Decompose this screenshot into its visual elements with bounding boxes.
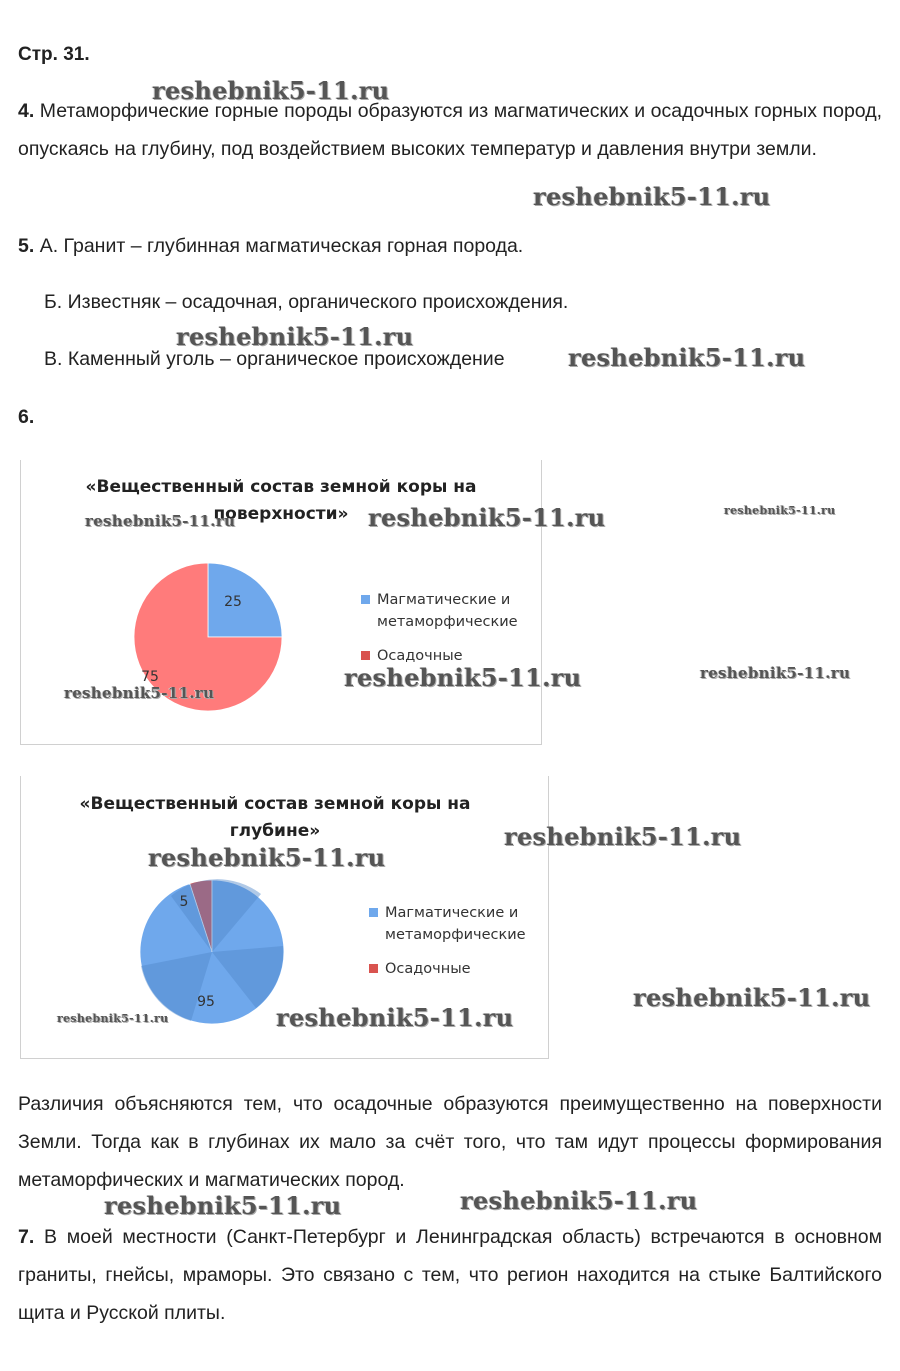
legend-swatch-magmatic [361, 595, 370, 604]
legend-sedimentary-line1: Осадочные [377, 648, 463, 664]
item-5-line-c: В. Каменный уголь – органическое происхождение [44, 348, 505, 370]
chart-surface-label-magmatic: 25 [224, 594, 242, 610]
chart-surface-title-line2: поверхности» [213, 504, 349, 524]
page-header: Стр. 31. [18, 44, 90, 65]
item-5-line-b: Б. Известняк – осадочная, органического происхождения. [44, 291, 569, 313]
pie-slice-magmatic [208, 563, 282, 637]
differences-paragraph: Различия объясняются тем, что осадочные образуются преимущественно на поверхности Земли. Тогда как в глубинах их мало за счёт того, что там идут процессы формирования метаморфических и магматических пород. [18, 1093, 882, 1191]
watermark: reshebnik5-11.ru [368, 503, 606, 532]
item-6-number: 6. [18, 406, 35, 428]
chart-surface-legend-magmatic [361, 589, 518, 633]
watermark: reshebnik5-11.ru [64, 684, 215, 702]
watermark: reshebnik5-11.ru [568, 343, 806, 372]
item-5-line-a [18, 234, 523, 258]
item-5-number: 5. [18, 235, 35, 257]
watermark: reshebnik5-11.ru [276, 1003, 514, 1032]
item-4 [18, 92, 882, 168]
chart-depth-label-magmatic: 95 [197, 994, 215, 1010]
watermark: reshebnik5-11.ru [504, 822, 742, 851]
item-7-number: 7. [18, 1226, 35, 1248]
chart-depth-legend-magmatic [369, 902, 526, 946]
item-7-text: В моей местности (Санкт-Петербург и Ленинградская область) встречаются в основном граниты, гнейсы, мраморы. Это связано с тем, что регион находится на стыке Балтийского щита и Русской плиты. [18, 1226, 883, 1324]
watermark: reshebnik5-11.ru [104, 1191, 342, 1220]
watermark: reshebnik5-11.ru [460, 1186, 698, 1215]
legend-magmatic-line1: Магматические и [385, 905, 519, 921]
item-7 [18, 1218, 882, 1332]
legend-swatch-sedimentary [361, 651, 370, 660]
chart-surface-label-sedimentary: 75 [141, 669, 159, 685]
watermark: reshebnik5-11.ru [176, 322, 414, 351]
watermark: reshebnik5-11.ru [152, 76, 390, 105]
watermark: reshebnik5-11.ru [148, 843, 386, 872]
chart-surface-title-line1: «Вещественный состав земной коры на [85, 477, 477, 497]
legend-swatch-magmatic [369, 908, 378, 917]
item-4-text: Метаморфические горные породы образуются из магматических и осадочных горных пород, опускаясь на глубину, под воздействием высоких температур и давления внутри земли. [18, 100, 882, 160]
watermark: reshebnik5-11.ru [700, 664, 851, 682]
chart-depth-title-line2: глубине» [229, 821, 321, 841]
chart-depth-title-line1: «Вещественный состав земной коры на [79, 794, 471, 814]
watermark: reshebnik5-11.ru [344, 663, 582, 692]
item-4-number: 4. [18, 100, 35, 122]
watermark: reshebnik5-11.ru [633, 983, 871, 1012]
chart-surface-legend [361, 589, 518, 667]
chart-depth-label-sedimentary: 5 [179, 894, 189, 910]
legend-sedimentary-line1: Осадочные [385, 961, 471, 977]
legend-magmatic-line1: Магматические и [377, 592, 511, 608]
legend-magmatic-line2: метаморфические [377, 614, 518, 630]
chart-depth-legend-sedimentary [369, 958, 526, 980]
watermark: reshebnik5-11.ru [533, 182, 771, 211]
watermark: reshebnik5-11.ru [85, 512, 236, 530]
legend-swatch-sedimentary [369, 964, 378, 973]
watermark: reshebnik5-11.ru [724, 504, 836, 517]
legend-magmatic-line2: метаморфические [385, 927, 526, 943]
watermark: reshebnik5-11.ru [57, 1012, 169, 1025]
item-5-a-text: А. Гранит – глубинная магматическая горная порода. [39, 235, 524, 257]
chart-depth-legend [369, 902, 526, 980]
